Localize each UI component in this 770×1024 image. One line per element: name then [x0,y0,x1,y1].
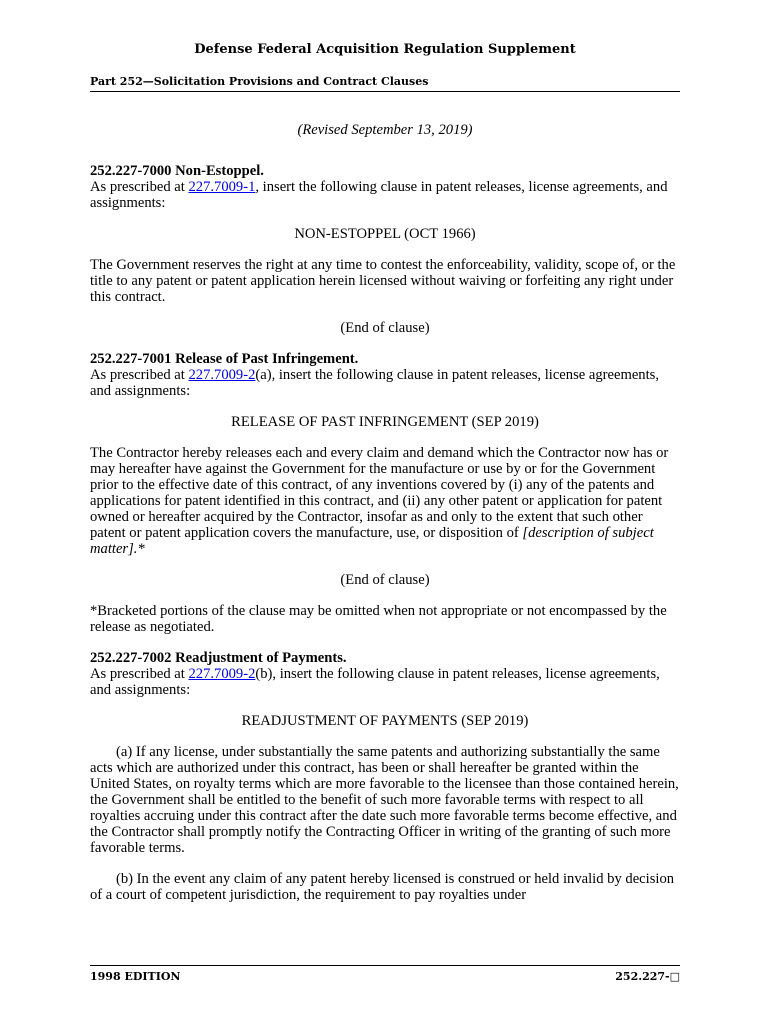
end-of-clause-7001: (End of clause) [340,572,430,588]
clause-title-7002: READJUSTMENT OF PAYMENTS (SEP 2019) [241,713,529,729]
clause-title-7000: NON-ESTOPPEL (OCT 1966) [294,226,476,242]
prescription-7002: As prescribed at 227.7009-2(b), insert the following clause in patent releases, license agreements, and assignments: [90,666,660,698]
clause-paragraph-b-7002: (b) In the event any claim of any patent hereby licensed is construed or held invalid by decision of a court of competent jurisdiction, the requirement to pay royalties under [90,871,675,903]
reference-link-227-7009-2b[interactable]: 227.7009-2 [188,666,256,682]
section-heading-7000: 252.227-7000 Non-Estoppel. [90,163,264,179]
section-heading-7001: 252.227-7001 Release of Past Infringement. [90,351,359,367]
document-body [90,122,680,903]
document-page [90,0,680,1024]
prescription-7001: As prescribed at 227.7009-2(a), insert the following clause in patent releases, license agreements, and assignments: [90,367,659,399]
clause-body-7001: The Contractor hereby releases each and every claim and demand which the Contractor now has or may hereafter have against the Government for the manufacture or use by or for the Government prior to the effective date of this contract, of any inventions covered by (i) any of the patents and applications for patent identified in this contract, and (ii) any other patent or application for patent owned or hereafter acquired by the Contractor, insofar as and only to the extent that such other patent or patent application covers the manufacture, use, or disposition of [description of subject matter].* [90,445,669,557]
reference-link-227-7009-1[interactable]: 227.7009-1 [188,179,256,195]
prescription-7000: As prescribed at 227.7009-1, insert the following clause in patent releases, license agreements, and assignments: [90,179,668,211]
reference-link-227-7009-2a[interactable]: 227.7009-2 [188,367,256,383]
section-heading-7002: 252.227-7002 Readjustment of Payments. [90,650,347,666]
page-number: 252.227-□ [615,970,680,983]
edition-label: 1998 EDITION [90,970,181,983]
clause-body-7000: The Government reserves the right at any time to contest the enforceability, validity, scope of, or the title to any patent or patent application herein licensed without waiving or forfeiting any right under this contract. [90,257,676,305]
clause-note-7001: *Bracketed portions of the clause may be omitted when not appropriate or not encompassed by the release as negotiated. [90,603,667,635]
document-title: Defense Federal Acquisition Regulation Supplement [194,42,576,57]
part-heading: Part 252—Solicitation Provisions and Contract Clauses [90,75,680,92]
revision-date: (Revised September 13, 2019) [297,122,473,138]
end-of-clause-7000: (End of clause) [340,320,430,336]
clause-title-7001: RELEASE OF PAST INFRINGEMENT (SEP 2019) [231,414,539,430]
page-footer [90,965,680,983]
clause-paragraph-a-7002: (a) If any license, under substantially the same patents and authorizing substantially the same acts which are authorized under this contract, has been or shall hereafter be granted within the United States, on royalty terms which are more favorable to the licensee than those contained herein, the Government shall be entitled to the benefit of such more favorable terms with respect to all royalties accruing under this contract after the date such more favorable terms become effective, and the Contractor shall promptly notify the Contracting Officer in writing of the granting of such more favorable terms. [90,744,679,856]
